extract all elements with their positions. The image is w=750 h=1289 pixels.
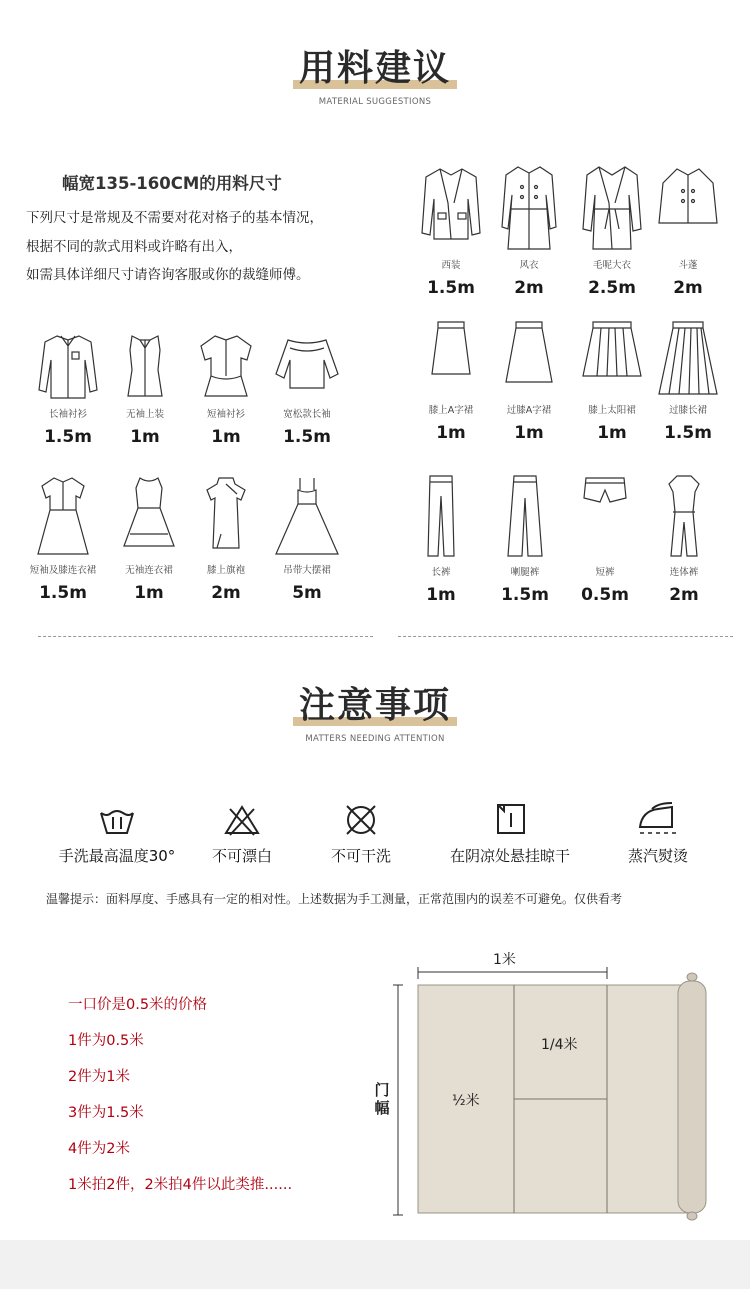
care-label: 手洗最高温度30°	[58, 847, 176, 865]
garment-name: 短袖及膝连衣裙	[29, 565, 97, 576]
garment-item	[642, 318, 734, 443]
garment-length: 2m	[211, 583, 241, 603]
garment-name: 过膝A字裙	[506, 405, 552, 416]
garment-length: 1.5m	[44, 427, 92, 447]
fabric-quarter-label: 1/4米	[541, 1037, 578, 1053]
garment-length: 5m	[292, 583, 322, 603]
trench-coat-icon	[496, 163, 562, 253]
garment-length: 2m	[669, 585, 699, 605]
garment-name: 膝上A字裙	[428, 405, 474, 416]
garment-item	[180, 474, 272, 603]
garment-item	[261, 474, 353, 603]
garment-length: 1.5m	[283, 427, 331, 447]
garment-length: 1.5m	[501, 585, 549, 605]
short-sleeve-dress-icon	[30, 474, 96, 558]
tip-text: 温馨提示：面料厚度、手感具有一定的相对性。上述数据为手工测量，正常范围内的误差不可避免。仅供看考	[46, 892, 623, 906]
garment-length: 1m	[130, 427, 160, 447]
line-dry-shade-icon	[490, 803, 530, 837]
garment-name: 长裤	[431, 567, 451, 578]
garment-length: 2m	[514, 278, 544, 298]
intro-line-1: 下列尺寸是常规及不需要对花对格子的基本情况，	[26, 210, 323, 226]
garment-length: 1.5m	[427, 278, 475, 298]
garment-length: 1m	[134, 583, 164, 603]
short-sleeve-shirt-icon	[193, 330, 259, 402]
care-label: 不可干洗	[330, 847, 391, 865]
garment-item	[395, 472, 487, 605]
fabric-measure-diagram	[360, 945, 740, 1230]
width-heading: 幅宽135-160CM的用料尺寸	[62, 174, 282, 193]
garment-item	[261, 330, 353, 447]
garment-name: 西装	[441, 260, 461, 271]
garment-name: 膝上太阳裙	[588, 405, 636, 416]
garment-length: 1.5m	[664, 423, 712, 443]
garment-name: 膝上旗袍	[206, 565, 245, 576]
care-item	[291, 803, 431, 866]
shorts-icon	[572, 472, 638, 560]
garment-length: 2m	[673, 278, 703, 298]
wide-leg-pants-icon	[492, 472, 558, 560]
sleeveless-dress-icon	[116, 474, 182, 558]
garment-length: 2.5m	[588, 278, 636, 298]
price-line-6: 1米拍2件，2米拍4件以此类推......	[68, 1177, 293, 1193]
divider-left	[38, 636, 373, 637]
garment-name: 无袖上装	[125, 409, 164, 420]
strap-gown-icon	[274, 474, 340, 558]
garment-item	[479, 472, 571, 605]
page-footer	[0, 1240, 750, 1289]
care-label: 蒸汽熨烫	[627, 847, 688, 865]
attention-subtitle: MATTERS NEEDING ATTENTION	[305, 734, 445, 744]
garment-name: 短袖衬衫	[206, 409, 245, 420]
garment-item	[638, 472, 730, 605]
garment-item	[180, 330, 272, 447]
garment-name: 风衣	[519, 260, 539, 271]
no-bleach-icon	[222, 803, 262, 837]
garment-name: 斗蓬	[678, 260, 698, 271]
steam-iron-icon	[634, 801, 682, 837]
price-line-1: 一口价是0.5米的价格	[68, 997, 208, 1013]
no-dry-clean-icon	[341, 803, 381, 837]
hand-wash-icon	[97, 803, 137, 837]
pleated-skirt-long-icon	[655, 318, 721, 398]
garment-length: 1m	[211, 427, 241, 447]
pleated-skirt-short-icon	[579, 318, 645, 398]
price-line-5: 4件为2米	[68, 1141, 130, 1157]
jumpsuit-icon	[651, 472, 717, 560]
garment-name: 短裤	[595, 567, 615, 578]
garment-name: 吊带大摆裙	[283, 565, 331, 576]
divider-right	[398, 636, 733, 637]
long-sleeve-shirt-icon	[35, 330, 101, 402]
a-line-skirt-long-icon	[496, 318, 562, 398]
garment-name: 无袖连衣裙	[125, 565, 173, 576]
care-item	[440, 803, 580, 866]
care-item	[47, 803, 187, 866]
attention-section-header	[0, 677, 750, 744]
garment-name: 毛呢大衣	[592, 260, 631, 271]
garment-name: 宽松款长袖	[283, 409, 331, 420]
garment-name: 连体裤	[669, 567, 699, 578]
garment-item	[483, 318, 575, 443]
care-label: 不可漂白	[211, 847, 272, 865]
intro-line-2: 根据不同的款式用料或许略有出入，	[26, 239, 242, 255]
price-line-2: 1件为0.5米	[68, 1033, 144, 1049]
garment-length: 1m	[436, 423, 466, 443]
garment-length: 1.5m	[39, 583, 87, 603]
material-title: 用料建议	[299, 40, 451, 91]
a-line-skirt-short-icon	[418, 318, 484, 398]
garment-name: 过膝长裙	[668, 405, 707, 416]
price-line-3: 2件为1米	[68, 1069, 130, 1085]
garment-length: 0.5m	[581, 585, 629, 605]
trousers-icon	[408, 472, 474, 560]
garment-length: 1m	[597, 423, 627, 443]
attention-title: 注意事项	[299, 677, 451, 728]
garment-name: 长袖衬衫	[48, 409, 87, 420]
care-label: 在阴凉处悬挂晾干	[449, 847, 570, 865]
fabric-side-label: 门幅	[374, 1081, 390, 1117]
garment-name: 喇腿裤	[510, 567, 540, 578]
fabric-half-label: ½米	[452, 1093, 480, 1109]
garment-item	[483, 163, 575, 298]
wool-coat-icon	[579, 163, 645, 253]
material-subtitle: MATERIAL SUGGESTIONS	[318, 97, 432, 107]
care-item	[588, 801, 728, 866]
garment-length: 1m	[514, 423, 544, 443]
qipao-icon	[193, 474, 259, 558]
material-section-header	[0, 40, 750, 107]
cape-icon	[655, 163, 721, 253]
suit-jacket-icon	[418, 163, 484, 253]
sleeveless-top-icon	[112, 330, 178, 402]
intro-line-3: 如需具体详细尺寸请咨询客服或你的裁缝师傅。	[26, 267, 310, 283]
fabric-roll	[678, 981, 706, 1213]
garment-item	[99, 330, 191, 447]
garment-item	[17, 474, 109, 603]
fabric-width-label: 1米	[493, 952, 516, 968]
garment-length: 1m	[426, 585, 456, 605]
price-line-4: 3件为1.5米	[68, 1105, 144, 1121]
loose-long-sleeve-icon	[274, 330, 340, 402]
garment-item	[642, 163, 734, 298]
